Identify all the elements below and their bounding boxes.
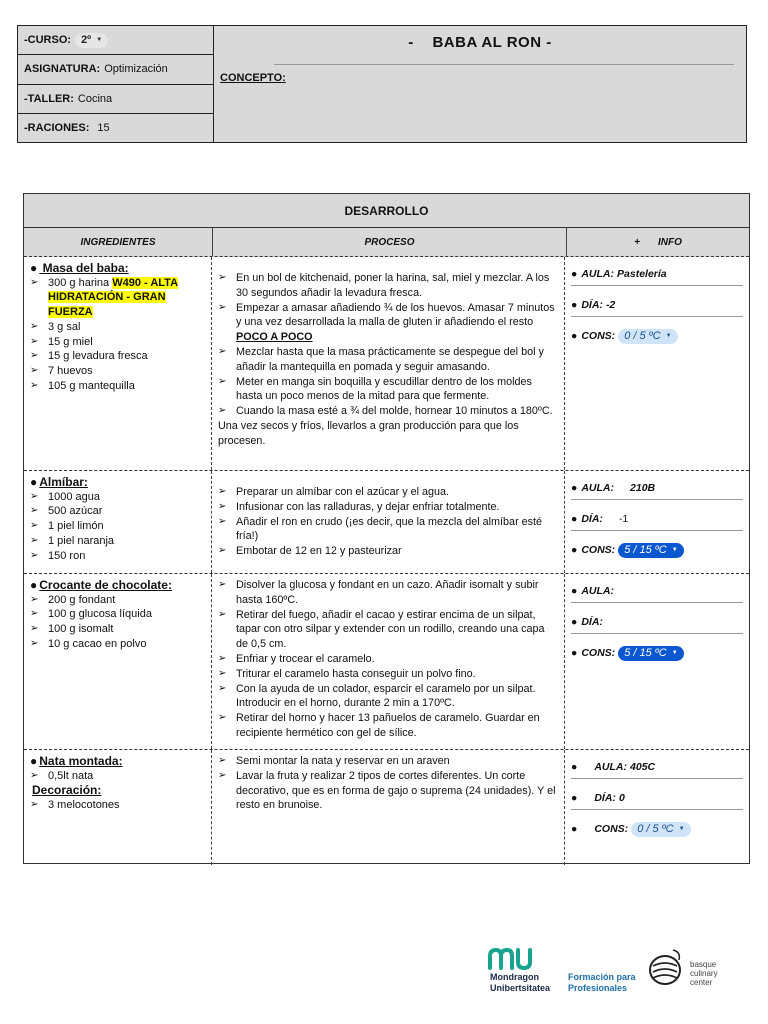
- step-list: [218, 271, 556, 419]
- step-item: ➢ Semi montar la nata y reservar en un araven: [218, 754, 556, 769]
- dia-value: -2: [605, 298, 616, 311]
- ingredient-list: [30, 593, 207, 652]
- bullet-icon: ●: [571, 267, 578, 280]
- title-divider: [274, 64, 734, 65]
- header-title-area: [214, 26, 746, 142]
- aula-line: [571, 263, 743, 286]
- ingredient-list: [30, 798, 207, 813]
- step-item: ➢ Retirar del fuego, añadir el cacao y estirar encima de un silpat, tapar con otro silpar y extender con un rodillo, creando una capa de 0,5 cm.: [218, 608, 556, 652]
- aula-line: [571, 477, 743, 500]
- cons-label: CONS:: [581, 329, 616, 342]
- cons-value: 0 / 5 ºC: [624, 329, 661, 342]
- aula-label: AULA:: [581, 267, 615, 280]
- step-emphasis: POCO A POCO: [236, 331, 313, 344]
- ingredient-item: ➢ 500 azúcar: [30, 504, 207, 519]
- step-item: ➢ Con la ayuda de un colador, esparcir el caramelo por un silpat. Introducir en el horno, durante 2 min a 170ºC.: [218, 682, 556, 712]
- dia-line: [571, 508, 743, 531]
- ingredient-item: ➢ 0,5lt nata: [30, 769, 207, 784]
- ingredients-cell: [24, 471, 212, 573]
- info-label: INFO: [657, 236, 682, 248]
- ingredient-text: 300 g harina: [48, 276, 113, 289]
- process-cell: [212, 257, 565, 470]
- section-subtitle: Decoración:: [32, 783, 102, 798]
- info-cell: [565, 574, 749, 749]
- bullet-icon: ●: [571, 512, 578, 525]
- col-ingredientes-header: INGREDIENTES: [24, 228, 213, 256]
- taller-value: Cocina: [77, 92, 113, 105]
- ingredient-item: ➢ 7 huevos: [30, 364, 207, 379]
- aula-label: AULA:: [594, 760, 628, 773]
- cons-dropdown[interactable]: [618, 543, 684, 558]
- concepto-label: CONCEPTO:: [220, 72, 286, 84]
- step-list: [218, 578, 556, 741]
- bullet-icon: ●: [571, 543, 578, 556]
- dia-value: 0: [618, 791, 625, 804]
- bullet-icon: ●: [30, 754, 38, 768]
- info-plus: +: [634, 236, 640, 248]
- aula-value: 210B: [630, 481, 656, 494]
- cons-dropdown[interactable]: [618, 646, 684, 661]
- chevron-down-icon: ▼: [678, 825, 685, 832]
- dia-line: [571, 294, 743, 317]
- info-cell: [565, 257, 749, 470]
- raciones-value: 15: [97, 121, 110, 134]
- aula-line: [571, 580, 743, 603]
- bullet-icon: ●: [30, 578, 38, 592]
- section-title: [30, 754, 207, 769]
- section-title-text: Masa del baba:: [42, 261, 129, 275]
- bullet-icon: ●: [571, 646, 578, 659]
- ingredients-cell: [24, 257, 212, 470]
- step-item: [218, 301, 556, 345]
- bcc-line1: basque: [690, 960, 717, 969]
- column-headers: [24, 228, 749, 257]
- cons-dropdown[interactable]: [631, 822, 690, 837]
- section-row-masa: [24, 257, 749, 471]
- section-title-text: Almíbar:: [39, 475, 88, 489]
- formacion-line2: Profesionales: [568, 983, 628, 993]
- dia-value: -1: [618, 512, 629, 525]
- dia-label: DÍA:: [581, 615, 603, 628]
- mondragon-logo-icon: [488, 948, 536, 970]
- ingredient-list: [30, 490, 207, 564]
- curso-dropdown[interactable]: [75, 33, 108, 48]
- bullet-icon: ●: [571, 760, 578, 773]
- header-meta: [18, 26, 214, 142]
- dia-line: [571, 787, 743, 810]
- bullet-icon: ●: [30, 261, 38, 275]
- ingredient-item: ➢ 1000 agua: [30, 490, 207, 505]
- step-item: ➢ Triturar el caramelo hasta conseguir un polvo fino.: [218, 667, 556, 682]
- aula-value: Pastelería: [617, 267, 667, 280]
- aula-line: [571, 756, 743, 779]
- mondragon-line2: Unibertsitatea: [490, 983, 551, 993]
- page-title: - BABA AL RON -: [408, 34, 552, 51]
- formacion-line1: Formación para: [568, 972, 636, 982]
- process-note: Una vez secos y fríos, llevarlos a gran producción para que los procesen.: [218, 419, 519, 447]
- bullet-icon: ●: [571, 481, 578, 494]
- cons-line: [571, 325, 743, 347]
- raciones-row: [18, 114, 213, 142]
- bullet-icon: ●: [571, 791, 578, 804]
- cons-value: 5 / 15 ºC: [624, 543, 667, 556]
- ingredient-item: ➢ 10 g cacao en polvo: [30, 637, 207, 652]
- desarrollo-table: [23, 193, 750, 864]
- dia-label: DÍA:: [581, 512, 603, 525]
- chevron-down-icon: ▼: [671, 649, 678, 656]
- cons-value: 5 / 15 ºC: [624, 646, 667, 659]
- step-item: ➢ Disolver la glucosa y fondant en un cazo. Añadir isomalt y subir hasta 160ºC.: [218, 578, 556, 608]
- section-title-text: Nata montada:: [39, 754, 123, 768]
- aula-value: 405C: [630, 760, 656, 773]
- col-proceso-header: PROCESO: [213, 228, 567, 256]
- chevron-down-icon: ▼: [96, 36, 103, 43]
- ingredient-item: ➢ 100 g isomalt: [30, 622, 207, 637]
- section-title: [30, 578, 207, 593]
- step-item: ➢ Mezclar hasta que la masa prácticamente se despegue del bol y añadir la mantequilla en pomada y seguir amasando.: [218, 345, 556, 375]
- aula-label: AULA:: [581, 481, 615, 494]
- step-list: [218, 485, 556, 559]
- info-cell: [565, 750, 749, 865]
- step-item: ➢ Preparar un almíbar con el azúcar y el agua.: [218, 485, 556, 500]
- curso-label: -CURSO:: [24, 34, 72, 47]
- chevron-down-icon: ▼: [665, 332, 672, 339]
- desarrollo-band: DESARROLLO: [24, 194, 749, 228]
- step-item: ➢ Añadir el ron en crudo (¡es decir, que la mezcla del almíbar esté fría!): [218, 515, 556, 545]
- header-box: [17, 25, 747, 143]
- ingredients-cell: [24, 750, 212, 865]
- process-cell: [212, 574, 565, 749]
- curso-row: [18, 26, 213, 55]
- cons-label: CONS:: [581, 543, 616, 556]
- ingredient-item: ➢ 105 g mantequilla: [30, 379, 207, 394]
- process-cell: [212, 471, 565, 573]
- asignatura-label: ASIGNATURA:: [24, 63, 101, 76]
- bullet-icon: ●: [571, 615, 578, 628]
- mondragon-line1: Mondragon: [490, 972, 539, 982]
- ingredient-item: ➢ 15 g miel: [30, 335, 207, 350]
- cons-line: [571, 818, 743, 840]
- highlighted-note: W490 - ALTA HIDRATACIÓN - GRAN FUERZA: [48, 276, 179, 319]
- bullet-icon: ●: [571, 298, 578, 311]
- taller-row: [18, 85, 213, 114]
- bcc-line2: culinary: [690, 969, 718, 978]
- cons-label: CONS:: [594, 822, 629, 835]
- ingredient-list: [30, 769, 207, 784]
- ingredients-cell: [24, 574, 212, 749]
- step-item: ➢ Retirar del horno y hacer 13 pañuelos de caramelo. Guardar en recipiente hermético con gel de sílice.: [218, 711, 556, 741]
- ingredient-item: ➢ 150 ron: [30, 549, 207, 564]
- ingredient-item: ➢ 3 melocotones: [30, 798, 207, 813]
- dia-label: DÍA:: [581, 298, 603, 311]
- bcc-line3: center: [690, 978, 713, 987]
- cons-value: 0 / 5 ºC: [637, 822, 674, 835]
- step-item: ➢ Meter en manga sin boquilla y escudillar dentro de los moldes hasta un poco menos de la mitad para que fermente.: [218, 375, 556, 405]
- bullet-icon: ●: [30, 475, 38, 489]
- cons-line: [571, 539, 743, 561]
- bullet-icon: ●: [571, 822, 578, 835]
- ingredient-list: [30, 276, 207, 394]
- section-row-nata: [24, 750, 749, 865]
- step-item: ➢ Infusionar con las ralladuras, y dejar enfriar totalmente.: [218, 500, 556, 515]
- ingredient-item: ➢ 1 piel limón: [30, 519, 207, 534]
- formacion-wordmark: [568, 972, 636, 994]
- cons-label: CONS:: [581, 646, 616, 659]
- ingredient-item: [30, 276, 207, 320]
- bcc-wordmark: [690, 960, 718, 987]
- process-cell: [212, 750, 565, 865]
- ingredient-item: ➢ 15 g levadura fresca: [30, 349, 207, 364]
- step-item: ➢ Cuando la masa esté a ¾ del molde, hornear 10 minutos a 180ºC.: [218, 404, 556, 419]
- step-item: ➢ Enfriar y trocear el caramelo.: [218, 652, 556, 667]
- mondragon-wordmark: [490, 972, 550, 994]
- dia-line: [571, 611, 743, 634]
- ingredient-item: ➢ 1 piel naranja: [30, 534, 207, 549]
- basque-culinary-center-logo-icon: [645, 946, 687, 994]
- step-text: Empezar a amasar añadiendo ¾ de los huevos. Amasar 7 minutos y una vez desarrollada la malla de gluten ir añadiendo el resto: [236, 301, 555, 329]
- col-info-header: [567, 228, 749, 256]
- ingredient-item: ➢ 3 g sal: [30, 320, 207, 335]
- info-cell: [565, 471, 749, 573]
- cons-dropdown[interactable]: [618, 329, 677, 344]
- bullet-icon: ●: [571, 329, 578, 342]
- step-item: ➢ Embotar de 12 en 12 y pasteurizar: [218, 544, 556, 559]
- section-row-almibar: [24, 471, 749, 574]
- step-item: ➢ En un bol de kitchenaid, poner la harina, sal, miel y mezclar. A los 30 segundos añadir la levadura fresca.: [218, 271, 556, 301]
- asignatura-value: Optimización: [104, 63, 168, 76]
- chevron-down-icon: ▼: [671, 546, 678, 553]
- asignatura-row: [18, 55, 213, 84]
- cons-line: [571, 642, 743, 664]
- step-list: [218, 754, 556, 813]
- taller-label: -TALLER:: [24, 92, 74, 105]
- ingredient-item: ➢ 200 g fondant: [30, 593, 207, 608]
- curso-value: 2º: [81, 33, 92, 46]
- bullet-icon: ●: [571, 584, 578, 597]
- raciones-label: -RACIONES:: [24, 121, 90, 134]
- ingredient-item: ➢ 100 g glucosa líquida: [30, 607, 207, 622]
- section-row-crocante: [24, 574, 749, 750]
- section-title: [30, 475, 207, 490]
- aula-label: AULA:: [581, 584, 615, 597]
- section-title: [30, 261, 207, 276]
- section-title-text: Crocante de chocolate:: [39, 578, 172, 592]
- dia-label: DÍA:: [594, 791, 616, 804]
- step-item: ➢ Lavar la fruta y realizar 2 tipos de cortes diferentes. Un corte decorativo, que es en forma de gajo o suprema (24 unidades). Y el resto en brunoise.: [218, 769, 556, 813]
